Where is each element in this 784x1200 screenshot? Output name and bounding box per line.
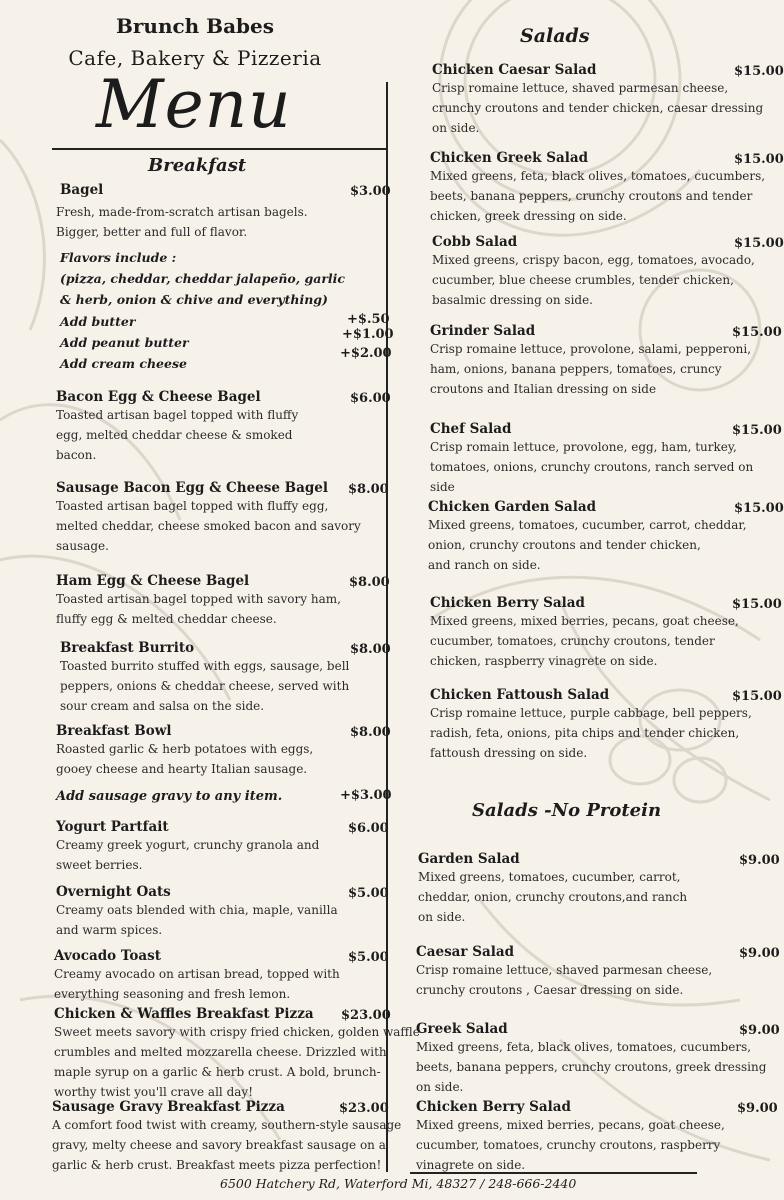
menu-item	[430, 687, 752, 763]
item-desc: Toasted artisan bagel topped with fluffy egg,	[56, 499, 329, 513]
item-desc: on side.	[418, 910, 466, 924]
item-price: $9.00	[739, 946, 780, 961]
item-desc: sour cream and salsa on the side.	[60, 699, 265, 713]
item-price: $9.00	[737, 1101, 778, 1116]
item-desc: Creamy avocado on artisan bread, topped with	[54, 967, 340, 981]
item-desc: Mixed greens, mixed berries, pecans, goat cheese,	[430, 614, 739, 628]
item-name: Chicken Caesar Salad	[432, 62, 597, 78]
item-desc: Toasted artisan bagel topped with fluffy	[56, 408, 299, 422]
item-name: Bagel	[60, 182, 104, 198]
section-salads: Salads	[520, 25, 590, 47]
item-desc: Crisp romaine lettuce, provolone, salami, pepperoni,	[430, 342, 752, 356]
item-price: $15.00	[734, 152, 784, 167]
item-desc: beets, banana peppers, crunchy croutons, greek dressing	[416, 1060, 767, 1074]
item-name: Chicken & Waffles Breakfast Pizza	[54, 1006, 314, 1022]
item-desc: and warm spices.	[56, 923, 163, 937]
item-name: Chicken Berry Salad	[416, 1099, 571, 1115]
item-price: $8.00	[350, 725, 391, 740]
item-price: $23.00	[341, 1008, 391, 1023]
item-desc: Roasted garlic & herb potatoes with eggs,	[56, 742, 314, 756]
item-name: Overnight Oats	[56, 884, 171, 900]
menu-item	[432, 234, 755, 310]
item-desc: ham, onions, banana peppers, tomatoes, cruncy	[430, 362, 722, 376]
addon-price: +$1.00	[342, 327, 394, 342]
item-desc: Toasted artisan bagel topped with savory ham,	[56, 592, 341, 606]
item-desc: Mixed greens, feta, black olives, tomatoes, cucumbers,	[430, 169, 766, 183]
item-name: Chicken Garden Salad	[428, 499, 597, 515]
item-desc: Fresh, made-from-scratch artisan bagels.	[56, 205, 308, 219]
item-name: Yogurt Partfait	[56, 819, 169, 835]
menu-item	[56, 884, 338, 940]
item-desc: chicken, greek dressing on side.	[430, 209, 627, 223]
item-name: Garden Salad	[418, 851, 520, 867]
menu-title: Menu	[96, 66, 292, 143]
menu-item	[430, 421, 776, 497]
addon-price: +$.50	[347, 312, 390, 327]
item-price: $15.00	[734, 236, 784, 251]
item-price: $6.00	[348, 821, 389, 836]
item-desc: beets, banana peppers, crunchy croutons and tender	[430, 189, 753, 203]
item-desc: Creamy greek yogurt, crunchy granola and	[56, 838, 320, 852]
item-price: $5.00	[348, 886, 389, 901]
flavors-list: & herb, onion & chive and everything)	[60, 292, 328, 307]
item-price: $9.00	[739, 1023, 780, 1038]
menu-item	[430, 323, 751, 399]
item-desc: peppers, onions & cheddar cheese, served with	[60, 679, 350, 693]
item-desc: sausage.	[56, 539, 109, 553]
item-desc: crunchy croutons and tender chicken, caesar dressing	[432, 101, 764, 115]
section-breakfast: Breakfast	[148, 155, 247, 176]
item-desc: Mixed greens, crispy bacon, egg, tomatoes, avocado,	[432, 253, 755, 267]
addon-price: +$2.00	[340, 346, 392, 361]
menu-item	[60, 640, 349, 716]
item-desc: garlic & herb crust. Breakfast meets pizza perfection!	[52, 1158, 382, 1172]
item-desc: and ranch on side.	[428, 558, 541, 572]
item-desc: A comfort food twist with creamy, southern-style sausage	[52, 1118, 402, 1132]
item-desc: fluffy egg & melted cheddar cheese.	[56, 612, 277, 626]
menu-item	[430, 150, 765, 226]
item-name: Bacon Egg & Cheese Bagel	[56, 389, 261, 405]
menu-item	[418, 851, 687, 927]
item-desc: melted cheddar, cheese smoked bacon and savory	[56, 519, 361, 533]
menu-item	[432, 62, 763, 138]
item-desc: onion, crunchy croutons and tender chicken,	[428, 538, 701, 552]
addon-label: Add butter	[60, 314, 136, 329]
item-desc: basalmic dressing on side.	[432, 293, 593, 307]
item-desc: vinagrete on side.	[416, 1158, 526, 1172]
item-name: Greek Salad	[416, 1021, 508, 1037]
item-desc: chicken, raspberry vinagrete on side.	[430, 654, 658, 668]
item-name: Chicken Berry Salad	[430, 595, 585, 611]
menu-item	[56, 573, 341, 629]
item-desc: sweet berries.	[56, 858, 143, 872]
title-divider	[52, 148, 386, 150]
item-price: $6.00	[350, 391, 391, 406]
item-desc: cucumber, tomatoes, crunchy croutons, raspberry	[416, 1138, 721, 1152]
menu-item	[430, 595, 739, 671]
menu-item	[428, 499, 747, 575]
item-name: Breakfast Bowl	[56, 723, 172, 739]
flavors-list: (pizza, cheddar, cheddar jalapeño, garlic	[60, 271, 346, 286]
item-desc: crumbles and melted mozzarella cheese. Drizzled with	[54, 1045, 387, 1059]
item-desc: Mixed greens, feta, black olives, tomatoes, cucumbers,	[416, 1040, 752, 1054]
item-desc: Crisp romaine lettuce, purple cabbage, bell peppers,	[430, 706, 752, 720]
item-desc: bacon.	[56, 448, 97, 462]
item-desc: gravy, melty cheese and savory breakfast sausage on a	[52, 1138, 386, 1152]
item-desc: worthy twist you'll crave all day!	[54, 1085, 254, 1099]
item-name: Chef Salad	[430, 421, 512, 437]
item-desc: Mixed greens, mixed berries, pecans, goat cheese,	[416, 1118, 725, 1132]
item-desc: Crisp romaine lettuce, shaved parmesan cheese,	[416, 963, 713, 977]
item-desc: Crisp romaine lettuce, shaved parmesan cheese,	[432, 81, 729, 95]
section-salads-no-protein: Salads -No Protein	[472, 800, 662, 821]
item-name: Grinder Salad	[430, 323, 536, 339]
brand-subtitle: Cafe, Bakery & Pizzeria	[68, 46, 322, 70]
item-desc: on side.	[416, 1080, 464, 1094]
item-desc: everything seasoning and fresh lemon.	[54, 987, 291, 1001]
item-desc: cucumber, blue cheese crumbles, tender chicken,	[432, 273, 734, 287]
item-price: $15.00	[734, 501, 784, 516]
item-desc: crunchy croutons , Caesar dressing on side.	[416, 983, 684, 997]
item-name: Breakfast Burrito	[60, 640, 195, 656]
item-price: $15.00	[732, 423, 782, 438]
item-name: Sausage Gravy Breakfast Pizza	[52, 1099, 285, 1115]
item-name: Chicken Fattoush Salad	[430, 687, 610, 703]
item-price: $15.00	[732, 597, 782, 612]
item-desc: Mixed greens, tomatoes, cucumber, carrot, cheddar,	[428, 518, 747, 532]
item-name: Chicken Greek Salad	[430, 150, 589, 166]
menu-item	[56, 389, 298, 465]
item-desc: Bigger, better and full of flavor.	[56, 225, 248, 239]
menu-item	[56, 723, 313, 779]
item-price: $15.00	[734, 64, 784, 79]
menu-item	[416, 1021, 766, 1097]
item-desc: cucumber, tomatoes, crunchy croutons, tender	[430, 634, 715, 648]
item-name: Cobb Salad	[432, 234, 518, 250]
item-name: Caesar Salad	[416, 944, 515, 960]
gravy-addon-label: Add sausage gravy to any item.	[56, 789, 283, 804]
gravy-addon-price: +$3.00	[340, 788, 392, 803]
item-name: Avocado Toast	[54, 948, 161, 964]
item-price: $8.00	[349, 575, 390, 590]
menu-item	[56, 480, 361, 556]
item-desc: Creamy oats blended with chia, maple, vanilla	[56, 903, 338, 917]
menu-item	[416, 944, 712, 1000]
item-desc: fattoush dressing on side.	[430, 746, 588, 760]
item-desc: on side.	[432, 121, 480, 135]
item-desc: Toasted burrito stuffed with eggs, sausage, bell	[60, 659, 350, 673]
item-desc: egg, melted cheddar cheese & smoked	[56, 428, 293, 442]
item-desc: tomatoes, onions, crunchy croutons, ranch served on side	[430, 460, 754, 494]
flavors-label: Flavors include :	[60, 250, 177, 265]
item-name: Ham Egg & Cheese Bagel	[56, 573, 250, 589]
item-price: $8.00	[348, 482, 389, 497]
item-price: $8.00	[350, 642, 391, 657]
item-price: $23.00	[339, 1101, 389, 1116]
addon-label: Add peanut butter	[60, 335, 189, 350]
menu-item	[56, 819, 319, 875]
menu-item-bagel	[56, 182, 308, 242]
item-price: $3.00	[350, 184, 391, 199]
item-price: $15.00	[732, 689, 782, 704]
brand-name: Brunch Babes	[115, 14, 275, 38]
item-desc: gooey cheese and hearty Italian sausage.	[56, 762, 308, 776]
item-price: $5.00	[348, 950, 389, 965]
item-name: Sausage Bacon Egg & Cheese Bagel	[56, 480, 328, 496]
item-desc: radish, feta, onions, pita chips and tender chicken,	[430, 726, 740, 740]
addon-label: Add cream cheese	[60, 356, 187, 371]
menu-item	[54, 948, 340, 1004]
item-desc: Crisp romain lettuce, provolone, egg, ham, turkey,	[430, 440, 737, 454]
item-desc: Mixed greens, tomatoes, cucumber, carrot,	[418, 870, 681, 884]
item-desc: croutons and Italian dressing on side	[430, 382, 657, 396]
menu-item	[416, 1099, 725, 1175]
item-price: $9.00	[739, 853, 780, 868]
item-price: $15.00	[732, 325, 782, 340]
item-desc: cheddar, onion, crunchy croutons,and ranch	[418, 890, 688, 904]
item-desc: maple syrup on a garlic & herb crust. A bold, brunch-	[54, 1065, 381, 1079]
footer-address: 6500 Hatchery Rd, Waterford Mi, 48327 / 248-666-2440	[220, 1176, 577, 1191]
item-desc: Sweet meets savory with crispy fried chicken, golden waffle	[54, 1025, 420, 1039]
